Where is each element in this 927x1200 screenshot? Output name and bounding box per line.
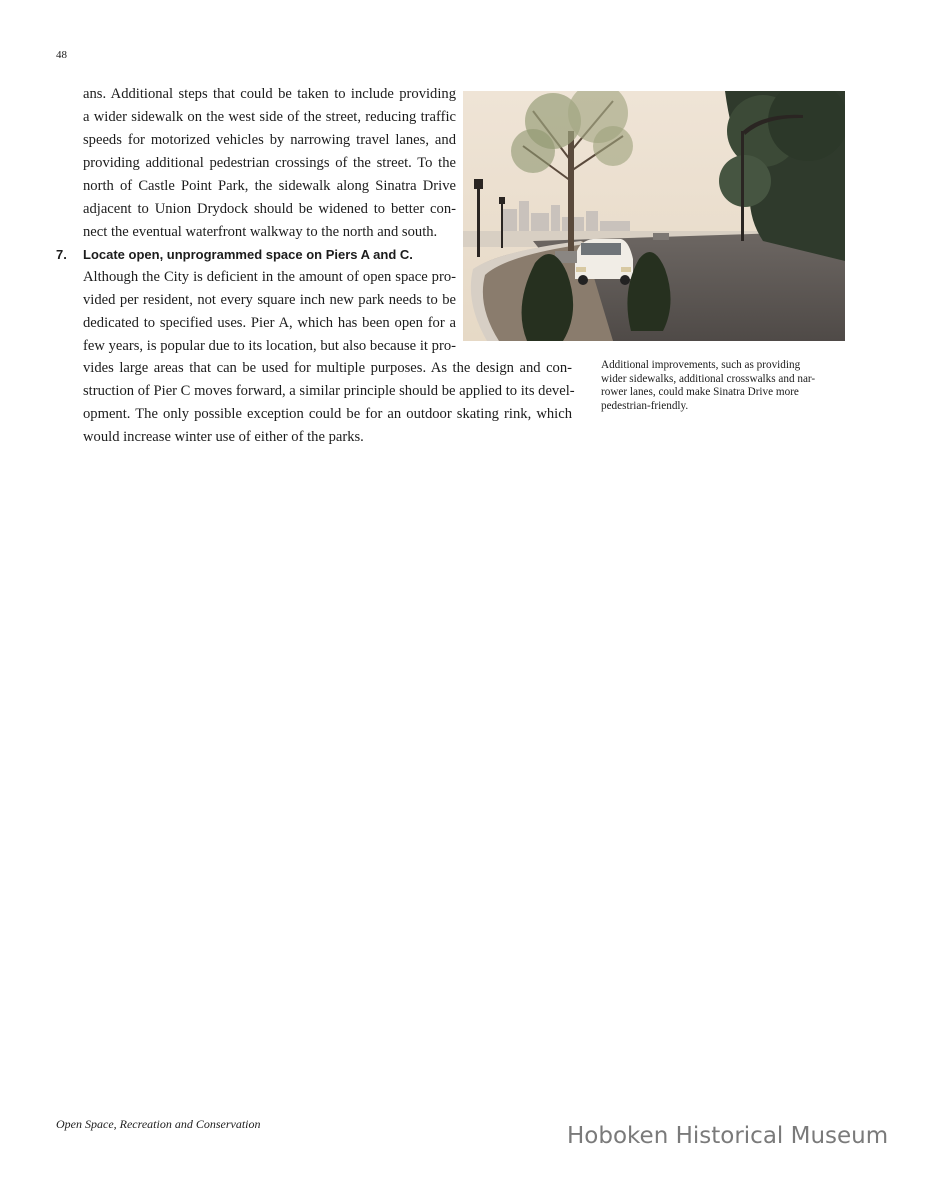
caption-line: rower lanes, could make Sinatra Drive more — [601, 386, 799, 398]
caption-line: wider sidewalks, additional crosswalks and nar- — [601, 372, 816, 385]
parked-car — [575, 239, 633, 285]
list-item-line: dedicated to specified uses. Pier A, which has been open for a — [83, 315, 456, 331]
paragraph-line: a wider sidewalk on the west side of the street, reducing traffic — [83, 109, 456, 125]
list-item-line: opment. The only possible exception could be for an outdoor skating rink, which — [83, 406, 572, 422]
paragraph-line: providing additional pedestrian crossings of the street. To the — [83, 155, 456, 171]
paragraph-line: adjacent to Union Drydock should be widened to better con- — [83, 201, 456, 217]
street-photo — [463, 91, 845, 341]
list-item-line: vides large areas that can be used for multiple purposes. As the design and con- — [83, 360, 572, 376]
list-item-line: few years, is popular due to its location, but also because it pro- — [83, 338, 456, 354]
list-item-line: vided per resident, not every square inch new park needs to be — [83, 292, 456, 308]
paragraph-line: nect the eventual waterfront walkway to the north and south. — [83, 224, 438, 240]
page-number: 48 — [56, 49, 67, 61]
paragraph-line: north of Castle Point Park, the sidewalk along Sinatra Drive — [83, 178, 456, 194]
distant-car — [653, 233, 669, 240]
list-item-line: Although the City is deficient in the amount of open space pro- — [83, 269, 456, 285]
paragraph-line: ans. Additional steps that could be taken to include providing — [83, 86, 456, 102]
list-item-heading: Locate open, unprogrammed space on Piers A and C. — [83, 247, 413, 262]
watermark: Hoboken Historical Museum — [567, 1123, 889, 1149]
caption-line: pedestrian-friendly. — [601, 399, 689, 412]
paragraph-line: speeds for motorized vehicles by narrowing travel lanes, and — [83, 132, 456, 148]
list-item-number: 7. — [56, 247, 67, 262]
photo-caption — [601, 359, 833, 413]
list-item-line: struction of Pier C moves forward, a similar principle should be applied to its devel- — [83, 383, 575, 399]
caption-line: Additional improvements, such as providing — [601, 359, 801, 371]
page-footer: Open Space, Recreation and Conservation — [56, 1117, 261, 1131]
list-item-line: would increase winter use of either of the parks. — [83, 429, 364, 445]
